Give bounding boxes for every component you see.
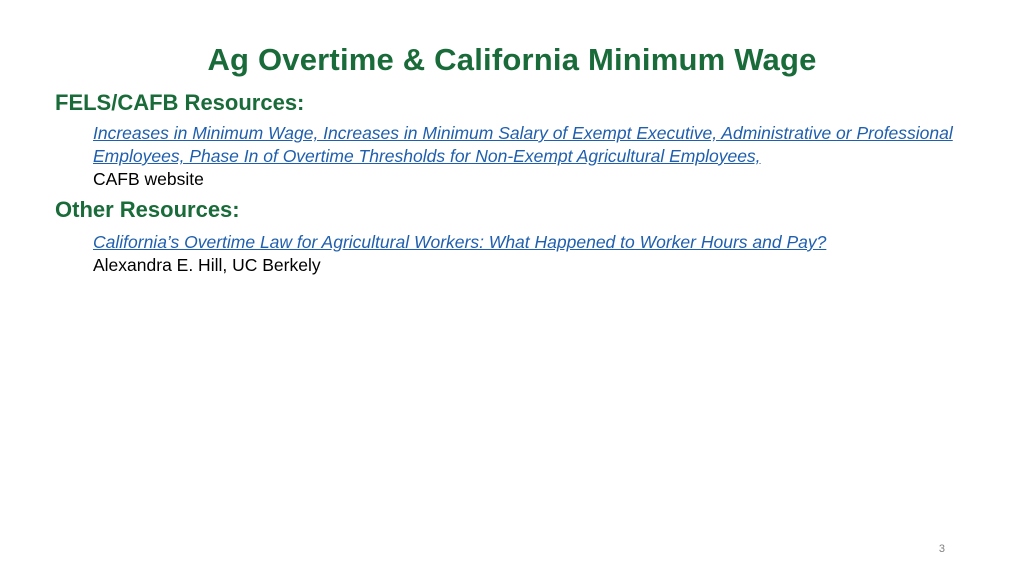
resource-item-fels-cafb	[93, 122, 973, 191]
resource-link-cafb-wage-increases[interactable]: Increases in Minimum Wage, Increases in Minimum Salary of Exempt Executive, Administrative or Professional Employees, Phase In of Overtime Thresholds for Non-Exempt Agricultural Employees,	[93, 123, 953, 166]
resource-source-uc-berkeley: Alexandra E. Hill, UC Berkely	[93, 255, 321, 275]
section-heading-fels-cafb: FELS/CAFB Resources:	[55, 90, 305, 115]
page-number: 3	[938, 543, 945, 555]
resource-item-other	[93, 231, 973, 277]
slide-title: Ag Overtime & California Minimum Wage	[207, 42, 817, 77]
resource-source-cafb: CAFB website	[93, 169, 204, 189]
resource-link-ag-overtime-law[interactable]: California’s Overtime Law for Agricultural Workers: What Happened to Worker Hours and Pay?	[93, 232, 827, 252]
section-heading-other-resources: Other Resources:	[55, 197, 240, 222]
